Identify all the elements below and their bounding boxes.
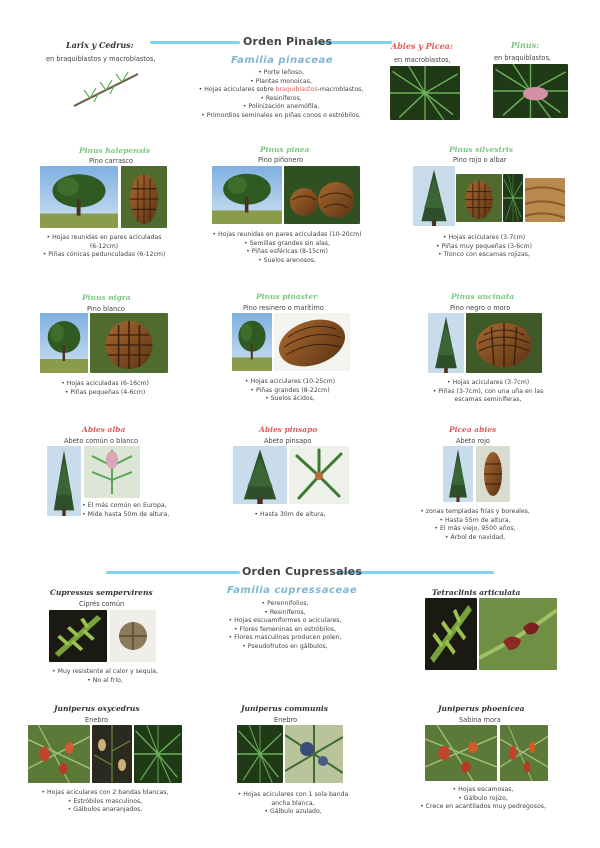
communis-bullet-3: • Gálbulo azulado,	[264, 808, 322, 816]
uncinata-bullet-2: • Piñas (3-7cm), con una uña en las	[432, 387, 544, 395]
phoenicea-leaf-photo	[500, 725, 548, 781]
oxycedrus-strobili-photo	[92, 725, 132, 783]
abies-alba-cone-photo	[84, 446, 140, 498]
uncinata-bullets	[418, 379, 558, 405]
pinea-bullets	[194, 231, 380, 265]
pinaster-title: Pinus pinaster	[256, 292, 318, 301]
nigra-title: Pinus nigra	[82, 293, 131, 302]
sylvestris-tree-photo	[413, 166, 455, 226]
communis-bullet-1: • Hojas aciculares con 1 sola banda	[237, 791, 349, 798]
cupressales-feature-6: • Pseudofrutos en gálbulos,	[242, 642, 328, 650]
sylvestris-common: Pino rojo o albar	[453, 156, 507, 164]
abies-alba-tree-photo	[47, 446, 81, 516]
halepensis-bullet-1: • Hojas reunidas en pares aciculadas	[46, 234, 162, 241]
pinsapo-bullets	[230, 511, 350, 520]
pinaster-bullets	[220, 378, 360, 404]
halepensis-bullets	[28, 234, 180, 260]
pinaster-cone-photo	[274, 313, 350, 371]
picea-bullet-2: • Hasta 55m de altura,	[439, 516, 511, 524]
pinaster-bullet-2: • Piñas grandes (8-22cm)	[250, 386, 330, 394]
phoenicea-title: Juniperus phoenicea	[438, 704, 525, 713]
pinales-header-bar-left	[150, 41, 240, 44]
picea-bullet-4: • Árbol de navidad,	[444, 533, 506, 541]
halepensis-cone-photo	[121, 166, 167, 228]
pinales-feature-3: • Hojas aciculares sobre braquiblastos-macroblastos,	[198, 86, 364, 94]
nigra-bullet-2: • Piñas pequeñas (4-6cm)	[64, 388, 146, 396]
oxycedrus-common: Enebro	[85, 716, 109, 724]
picea-tree-photo	[443, 446, 473, 502]
abies-alba-bullet-1: • El más común en Europa,	[82, 502, 167, 509]
phoenicea-berry-photo	[425, 725, 497, 781]
cupressus-common: Ciprés común	[79, 600, 125, 608]
pinales-feature-1: • Porte leñoso,	[258, 69, 304, 76]
larix-photo	[70, 66, 142, 112]
halepensis-title: Pinus halepensis	[79, 146, 150, 155]
pinsapo-common: Abeto pinsapo	[264, 437, 312, 445]
tetraclinis-leaf-photo	[425, 598, 477, 670]
larix-title: Larix y Cedrus:	[66, 40, 134, 50]
halepensis-bullet-2: (6-12cm)	[89, 242, 119, 250]
communis-title: Juniperus communis	[241, 704, 328, 713]
cupressus-bullets	[30, 668, 180, 685]
pinea-bullet-3: • Piñas esféricas (8-15cm)	[246, 248, 328, 256]
communis-bullets	[218, 791, 368, 817]
sylvestris-bullet-2: • Piñas muy pequeñas (3-6cm)	[435, 242, 533, 250]
sylvestris-bark-photo	[525, 178, 565, 222]
oxycedrus-title: Juniperus oxycedrus	[54, 704, 140, 713]
pinsapo-tree-photo	[233, 446, 287, 504]
pinaster-common: Pino resinero o marítimo	[243, 304, 324, 312]
abies-picea-desc: en macroblastos,	[394, 56, 451, 64]
sylvestris-bullet-1: • Hojas aciculares (3-7cm)	[442, 234, 526, 241]
sylvestris-bullet-3: • Tronco con escamas rojizas,	[438, 251, 530, 259]
nigra-cone-photo	[90, 313, 168, 373]
communis-bullet-2: ancha blanca,	[271, 799, 315, 807]
abies-alba-common: Abeto común o blanco	[64, 437, 139, 445]
abies-picea-title: Abies y Picea:	[391, 41, 453, 51]
cupressus-cone-photo	[110, 610, 156, 662]
uncinata-bullet-1: • Hojas aciculares (3-7cm)	[446, 379, 530, 386]
picea-common: Abeto rojo	[456, 437, 490, 445]
phoenicea-bullet-3: • Crece en acantilados muy pedregosos,	[420, 803, 546, 811]
family-cupressaceae-title: Familia cupressaceae	[227, 585, 358, 596]
pinsapo-title: Abies pinsapo	[259, 425, 318, 434]
cupressales-feature-1: • Perennifolios,	[261, 600, 309, 607]
pinea-bullet-4: • Suelos arenosos,	[258, 256, 316, 264]
oxycedrus-berry-photo	[28, 725, 90, 783]
pinea-bullet-1: • Hojas reunidas en pares aciculadas (10-20cm)	[212, 231, 362, 238]
pinaster-tree-photo	[232, 313, 272, 371]
cupressales-feature-2: • Resiníferos,	[264, 608, 306, 616]
halepensis-common: Pino carrasco	[89, 157, 134, 165]
nigra-bullet-1: • Hojas aciculadas (6-16cm)	[61, 380, 149, 387]
pinus-group-title: Pinus:	[511, 40, 540, 50]
cupressales-feature-4: • Flores femeninas en estróbilos,	[233, 625, 337, 633]
cupressus-title: Cupressus sempervirens	[50, 588, 153, 597]
order-cupressales-title: Orden Cupressales	[242, 565, 363, 578]
nigra-bullets	[40, 380, 170, 397]
tetraclinis-cone-photo	[479, 598, 557, 670]
larix-desc: en braquiblastos y macroblastos,	[46, 55, 156, 63]
picea-bullet-1: • zonas templadas frías y boreales,	[420, 508, 530, 515]
pinales-features	[186, 69, 376, 121]
sylvestris-title: Pinus silvestris	[449, 145, 513, 154]
sylvestris-bullets	[404, 234, 564, 260]
phoenicea-bullets	[408, 786, 558, 812]
pinsapo-branch-photo	[289, 446, 349, 504]
oxycedrus-bullet-3: • Gálbulos anaranjados,	[67, 806, 143, 814]
abies-alba-bullets	[82, 502, 192, 519]
pinea-bullet-2: • Semillas grandes sin alas,	[244, 239, 330, 247]
family-pinaceae-title: Familia pinaceae	[231, 55, 334, 66]
phoenicea-common: Sabina mora	[459, 716, 501, 724]
pinea-common: Pino piñonero	[258, 156, 304, 164]
pinales-feature-2: • Plantas monoicas,	[250, 77, 312, 85]
nigra-tree-photo	[40, 313, 88, 373]
nigra-common: Pino blanco	[87, 305, 125, 313]
picea-bullets	[400, 508, 550, 542]
communis-common: Enebro	[274, 716, 298, 724]
uncinata-title: Pinus uncinata	[451, 292, 515, 301]
pinea-cone-photo	[284, 166, 360, 224]
uncinata-tree-photo	[428, 313, 464, 373]
uncinata-bullet-3: escamas seminíferas,	[454, 396, 522, 404]
cupressales-header-bar-left	[106, 571, 240, 574]
picea-title: Picea abies	[449, 425, 497, 434]
abies-alba-title: Abies alba	[82, 425, 126, 434]
cupressus-leaf-photo	[49, 610, 107, 662]
cupressales-feature-3: • Hojas escuamiformes o aciculares,	[228, 617, 342, 625]
pinea-title: Pinus pinea	[260, 145, 310, 154]
cupressus-bullet-1: • Muy resistente al calor y sequía,	[52, 668, 158, 675]
phoenicea-bullet-1: • Hojas escamosas,	[452, 786, 514, 793]
pinaster-bullet-1: • Hojas aciculares (10-25cm)	[244, 378, 336, 385]
pinus-group-desc: en braquiblastos,	[494, 54, 552, 62]
communis-branch-photo	[237, 725, 283, 783]
cupressales-feature-5: • Flores masculinas producen polen,	[228, 634, 342, 642]
pinus-group-photo	[493, 64, 568, 118]
pinales-feature-6: • Primordios seminales en piñas conos o estróbilos.	[201, 111, 361, 119]
halepensis-tree-photo	[40, 166, 118, 228]
oxycedrus-needles-photo	[134, 725, 182, 783]
pinales-feature-4: • Resiníferos,	[260, 94, 302, 102]
pinales-feature-5: • Polinización anemófila,	[242, 103, 320, 111]
pinea-tree-photo	[212, 166, 282, 224]
picea-cone-photo	[476, 446, 510, 502]
communis-berry-photo	[285, 725, 343, 783]
cupressales-features	[200, 600, 370, 652]
pinaster-bullet-3: • Suelos ácidos,	[265, 395, 315, 403]
oxycedrus-bullet-2: • Estróbilos masculinos,	[67, 797, 143, 805]
sylvestris-cone-photo	[456, 174, 502, 222]
order-pinales-title: Orden Pinales	[243, 35, 333, 48]
abies-alba-bullet-2: • Mide hasta 50m de altura,	[82, 510, 170, 518]
halepensis-bullet-3: • Piñas cónicas pedunculadas (6-12cm)	[42, 251, 166, 259]
tetraclinis-title: Tetraclinis articulata	[432, 588, 521, 597]
abies-picea-photo	[390, 66, 460, 120]
cupressus-bullet-2: • No al frío,	[87, 676, 123, 684]
uncinata-common: Pino negro o moro	[450, 304, 511, 312]
pinsapo-bullet-1: • Hasta 30m de altura,	[254, 511, 326, 518]
picea-bullet-3: • El más viejo, 9500 años,	[434, 525, 516, 533]
oxycedrus-bullet-1: • Hojas aciculares con 2 bandas blancas,	[41, 789, 169, 796]
phoenicea-bullet-2: • Gálbulo rojizo,	[458, 794, 508, 802]
oxycedrus-bullets	[20, 789, 190, 815]
uncinata-cone-photo	[466, 313, 542, 373]
sylvestris-needles-photo	[503, 174, 523, 222]
